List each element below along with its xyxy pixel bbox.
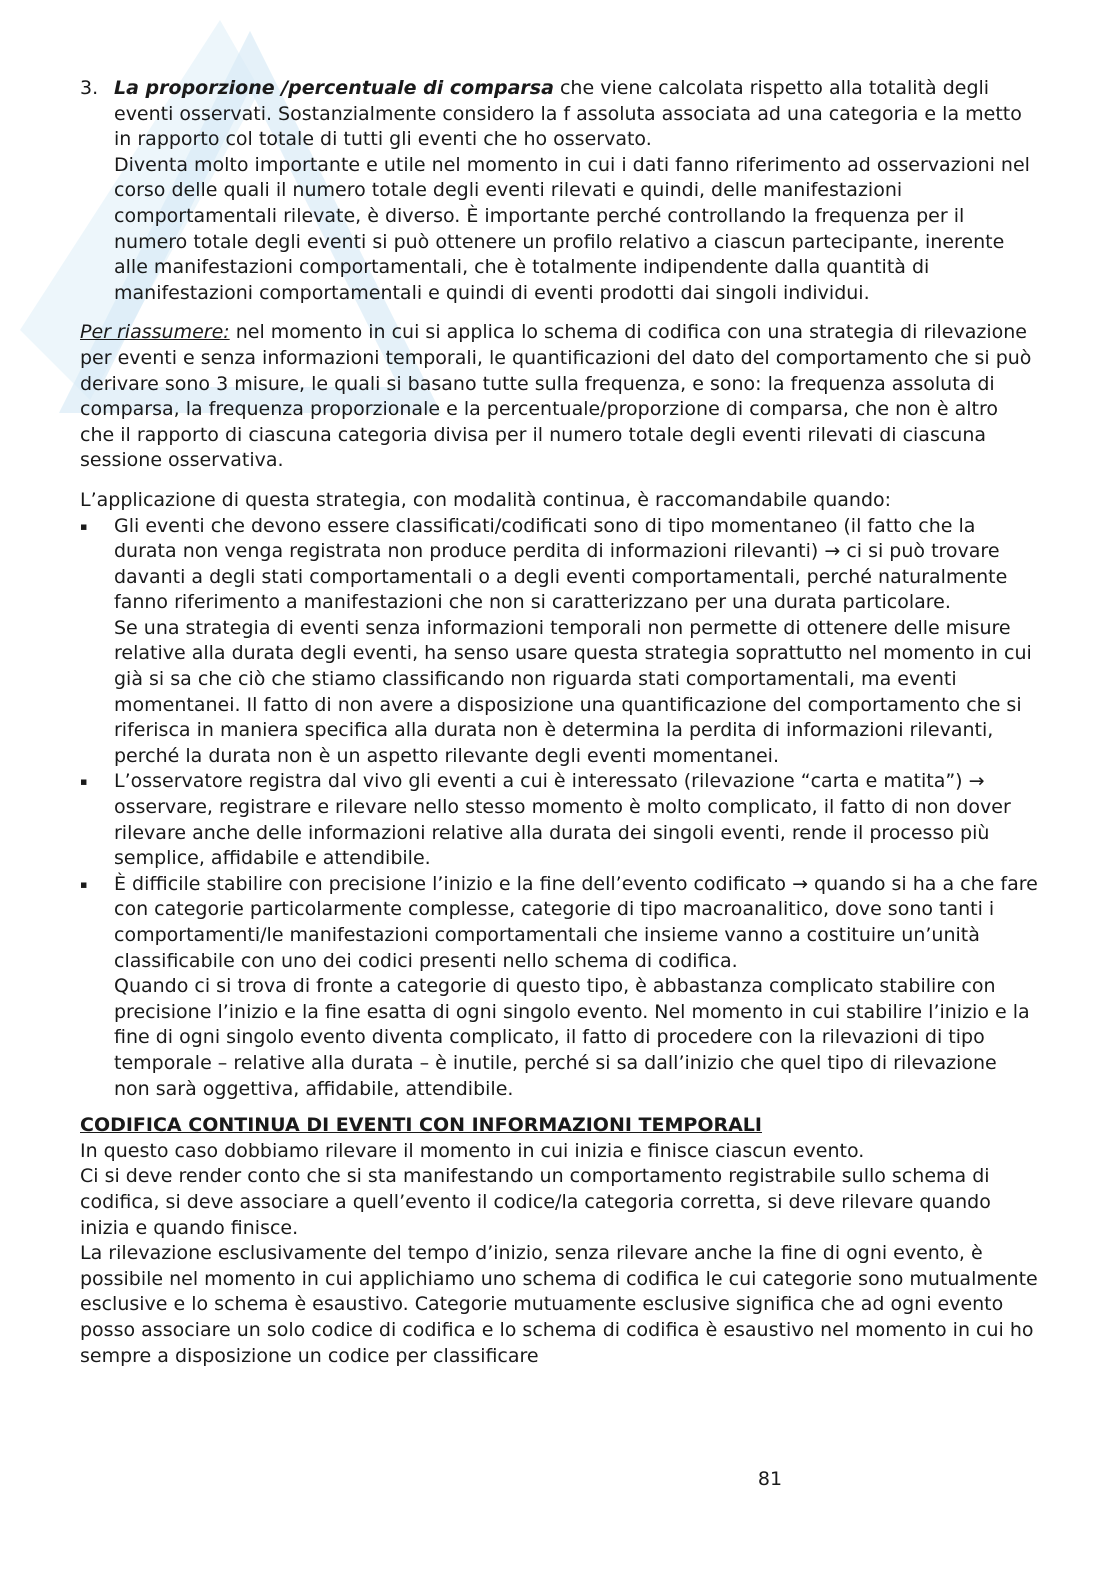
intro-paragraph: L’applicazione di questa strategia, con modalità continua, è raccomandabile quando: bbox=[80, 488, 892, 511]
section-paragraph-2: Ci si deve render conto che si sta manifestando un comportamento registrabile sullo schema di codifica, si deve associare a quell’evento il codice/la categoria corretta, si deve rilevare quando inizia e quando finisce. bbox=[80, 1165, 991, 1239]
section-paragraph-1: In questo caso dobbiamo rilevare il momento in cui inizia e finisce ciascun evento. bbox=[80, 1139, 865, 1162]
bullet-marker: ▪ bbox=[80, 775, 88, 789]
bullet-text-2: Se una strategia di eventi senza informazioni temporali non permette di ottenere delle misure relative alla durata degli eventi, ha senso usare questa strategia soprattutto nel momento in cui già si sa che ciò che stiamo classificando non riguarda stati comportamentali, ma eventi momentanei. Il fatto di non avere a disposizione una quantificazione del comportamento che si riferisca in maniera specifica alla durata non è determina la perdita di informazioni rilevanti, perché la durata non è un aspetto rilevante degli eventi momentanei. bbox=[114, 616, 1032, 767]
summary-text: nel momento in cui si applica lo schema di codifica con una strategia di rilevazione per eventi e senza informazioni temporali, le quantificazioni del dato del comportamento che si può derivare sono 3 misure, le quali si basano tutte sulla frequenza, e sono: la frequenza assoluta di comparsa, la frequenza proporzionale e la percentuale/proporzione di comparsa, che non è altro che il rapporto di ciascuna categoria divisa per il numero totale degli eventi rilevati di ciascuna sessione osservativa. bbox=[80, 321, 1032, 472]
list-item-title: La proporzione /percentuale di comparsa bbox=[114, 77, 554, 99]
list-item-3 bbox=[80, 76, 1038, 306]
bullet-text-2: Quando ci si trova di fronte a categorie di questo tipo, è abbastanza complicato stabilire con precisione l’inizio e la fine esatta di ogni singolo evento. Nel momento in cui stabilire l’inizio e la fine di ogni singolo evento diventa complicato, il fatto di procedere con la rilevazioni di tipo temporale – relative alla durata – è inutile, perché si sa dall’inizio che quel tipo di rilevazione non sarà oggettiva, affidabile, attendibile. bbox=[114, 975, 1030, 1100]
bullet-marker: ▪ bbox=[80, 519, 88, 533]
summary-label: Per riassumere: bbox=[80, 321, 230, 344]
list-item-paragraph-2: Diventa molto importante e utile nel momento in cui i dati fanno riferimento ad osservazioni nel corso delle quali il numero totale degli eventi rilevati e quindi, delle manifestazioni comportamentali rilevate, è diverso. È importante perché controllando la frequenza per il numero totale degli eventi si può ottenere un profilo relativo a ciascun partecipante, inerente alle manifestazioni comportamentali, che è totalmente indipendente dalla quantità di manifestazioni comportamentali e quindi di eventi prodotti dai singoli individui. bbox=[114, 153, 1030, 304]
bullet-text: Gli eventi che devono essere classificati/codificati sono di tipo momentaneo (il fatto che la durata non venga registrata non produce perdita di informazioni rilevanti) → ci si può trovare davanti a degli stati comportamentali o a degli eventi comportamentali, perché naturalmente fanno riferimento a manifestazioni che non si caratterizzano per una durata particolare. bbox=[114, 514, 1008, 614]
list-item bbox=[80, 769, 1038, 871]
bullet-text: L’osservatore registra dal vivo gli eventi a cui è interessato (rilevazione “carta e matita”) → osservare, registrare e rilevare nello stesso momento è molto complicato, il fatto di non dover rilevare anche delle informazioni relative alla durata dei singoli eventi, rende il processo più semplice, affidabile e attendibile. bbox=[114, 770, 1011, 870]
bullet-list bbox=[80, 514, 1038, 1103]
list-item bbox=[80, 514, 1038, 770]
page-number: 81 bbox=[757, 1468, 783, 1490]
bullet-text: È difficile stabilire con precisione l’inizio e la fine dell’evento codificato → quando si ha a che fare con categorie particolarmente complesse, categorie di tipo macroanalitico, dove sono tanti i comportamenti/le manifestazioni comportamentali che insieme vanno a costituire un’unità classificabile con uno dei codici presenti nello schema di codifica. bbox=[114, 872, 1038, 972]
list-number: 3. bbox=[80, 77, 99, 99]
list-item-paragraph bbox=[114, 76, 1038, 153]
section-heading: CODIFICA CONTINUA DI EVENTI CON INFORMAZIONI TEMPORALI bbox=[80, 1114, 762, 1137]
summary-paragraph bbox=[80, 320, 1038, 474]
bullet-marker: ▪ bbox=[80, 877, 88, 891]
list-item-text: che viene calcolata rispetto alla totalità degli eventi osservati. Sostanzialmente considero la f assoluta associata ad una categoria e la metto in rapporto col totale di tutti gli eventi che ho osservato. bbox=[114, 77, 1022, 151]
page-content bbox=[80, 76, 1038, 1369]
list-item bbox=[80, 872, 1038, 1102]
section-paragraph-3: La rilevazione esclusivamente del tempo d’inizio, senza rilevare anche la fine di ogni evento, è possibile nel momento in cui applichiamo uno schema di codifica le cui categorie sono mutualmente esclusive e lo schema è esaustivo. Categorie mutuamente esclusive significa che ad ogni evento posso associare un solo codice di codifica e lo schema di codifica è esaustivo nel momento in cui ho sempre a disposizione un codice per classificare bbox=[80, 1242, 1038, 1367]
